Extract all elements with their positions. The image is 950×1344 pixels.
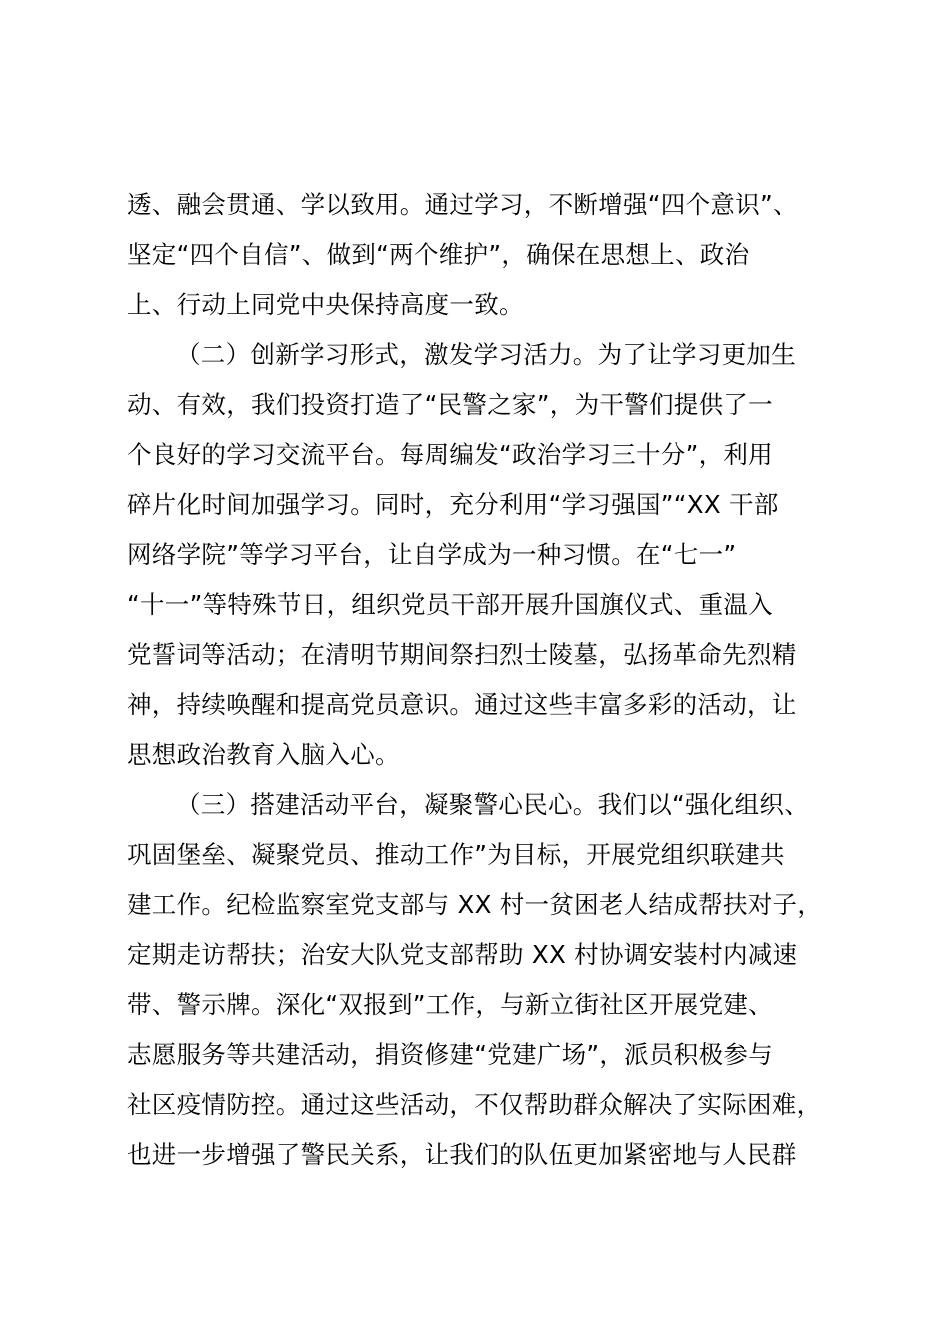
text-line: 巩固堡垒、凝聚党员、推动工作”为目标，开展党组织联建共 [127,840,785,869]
text-line: 志愿服务等共建活动，捐资修建“党建广场”，派员积极参与 [127,1040,773,1069]
text-line: 透、融会贯通、学以致用。通过学习，不断增强“四个意识”、 [127,190,798,219]
text-line: 神，持续唤醒和提高党员意识。通过这些丰富多彩的活动，让 [127,690,797,719]
text-line: 动、有效，我们投资打造了“民警之家”，为干警们提供了一 [127,390,773,419]
text-line: 也进一步增强了警民关系，让我们的队伍更加紧密地与人民群 [127,1140,797,1169]
text-line: 带、警示牌。深化“双报到”工作，与新立街社区开展党建、 [127,990,773,1019]
text-line: 网络学院”等学习平台，让自学成为一种习惯。在“七一” [127,540,737,569]
text-line: 建工作。纪检监察室党支部与 XX 村一贫困老人结成帮扶对子， [127,890,823,919]
text-line: 党誓词等活动；在清明节期间祭扫烈士陵墓，弘扬革命先烈精 [127,640,797,669]
text-line: 社区疫情防控。通过这些活动，不仅帮助群众解决了实际困难， [127,1090,822,1119]
text-line: 个良好的学习交流平台。每周编发“政治学习三十分”，利用 [127,440,773,469]
text-line: “十一”等特殊节日，组织党员干部开展升国旗仪式、重温入 [127,590,773,619]
text-line: 定期走访帮扶；治安大队党支部帮助 XX 村协调安装村内减速 [127,940,798,969]
document-body [127,180,837,1180]
text-line: 上、行动上同党中央保持高度一致。 [127,290,524,319]
section-heading-line: （二）创新学习形式，激发学习活力。为了让学习更加生 [176,340,796,369]
text-line: 碎片化时间加强学习。同时，充分利用“学习强国”“XX 干部 [127,490,779,519]
text-line: 思想政治教育入脑入心。 [127,740,400,769]
section-heading-line: （三）搭建活动平台，凝聚警心民心。我们以“强化组织、 [176,790,809,819]
text-line: 坚定“四个自信”、做到“两个维护”，确保在思想上、政治 [127,240,750,269]
